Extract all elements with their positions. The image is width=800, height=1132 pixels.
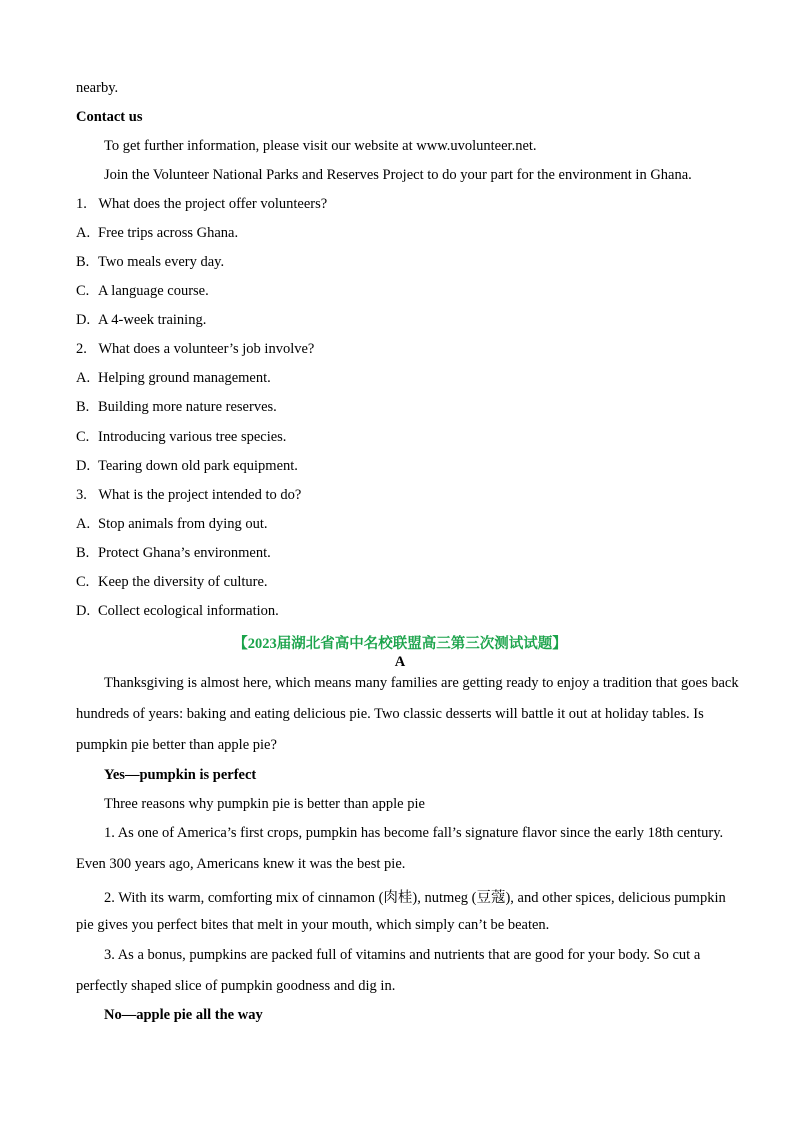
source-heading: 【2023届湖北省高中名校联盟高三第三次测试试题】 bbox=[233, 636, 567, 652]
reason-2-line-2: pie gives you perfect bites that melt in your mouth, which simply can’t be beaten. bbox=[76, 917, 550, 933]
reason-1-line-2: Even 300 years ago, Americans knew it was the best pie. bbox=[76, 856, 406, 872]
reason-3-line-1: 3. As a bonus, pumpkins are packed full of vitamins and nutrients that are good for your body. So cut a bbox=[104, 947, 701, 963]
question-3: 3. What is the project intended to do? bbox=[76, 487, 302, 503]
reason-1-line-1: 1. As one of America’s first crops, pumpkin has become fall’s signature flavor since the early 18th century. bbox=[104, 825, 724, 841]
yes-subheading: Three reasons why pumpkin pie is better than apple pie bbox=[104, 796, 425, 812]
option-3c: C. Keep the diversity of culture. bbox=[76, 574, 268, 590]
option-2c: C. Introducing various tree species. bbox=[76, 429, 287, 445]
contact-paragraph: To get further information, please visit our website at www.uvolunteer.net. bbox=[104, 138, 537, 154]
option-2b: B. Building more nature reserves. bbox=[76, 399, 277, 415]
join-paragraph: Join the Volunteer National Parks and Reserves Project to do your part for the environment in Ghana. bbox=[104, 167, 692, 183]
question-1: 1. What does the project offer volunteers? bbox=[76, 196, 328, 212]
option-3d: D. Collect ecological information. bbox=[76, 603, 279, 619]
option-1c: C. A language course. bbox=[76, 283, 209, 299]
yes-heading: Yes—pumpkin is perfect bbox=[104, 767, 257, 783]
option-2d: D. Tearing down old park equipment. bbox=[76, 458, 298, 474]
option-1b: B. Two meals every day. bbox=[76, 254, 225, 270]
reason-3-line-2: perfectly shaped slice of pumpkin goodness and dig in. bbox=[76, 978, 396, 994]
option-3a: A. Stop animals from dying out. bbox=[76, 516, 268, 532]
option-1d: D. A 4-week training. bbox=[76, 312, 207, 328]
contact-heading: Contact us bbox=[76, 109, 143, 125]
intro-line-2: hundreds of years: baking and eating delicious pie. Two classic desserts will battle it out at holiday tables. Is bbox=[76, 706, 704, 722]
intro-line-1: Thanksgiving is almost here, which means many families are getting ready to enjoy a tradition that goes back bbox=[104, 675, 739, 691]
continued-text: nearby. bbox=[76, 80, 119, 96]
option-3b: B. Protect Ghana’s environment. bbox=[76, 545, 271, 561]
option-2a: A. Helping ground management. bbox=[76, 370, 271, 386]
intro-line-3: pumpkin pie better than apple pie? bbox=[76, 737, 277, 753]
no-heading: No—apple pie all the way bbox=[104, 1007, 263, 1023]
reason-2-line-1: 2. With its warm, comforting mix of cinnamon (肉桂), nutmeg (豆蔻), and other spices, delicious pumpkin bbox=[104, 890, 726, 906]
option-1a: A. Free trips across Ghana. bbox=[76, 225, 239, 241]
section-letter: A bbox=[394, 654, 406, 670]
question-2: 2. What does a volunteer’s job involve? bbox=[76, 341, 315, 357]
